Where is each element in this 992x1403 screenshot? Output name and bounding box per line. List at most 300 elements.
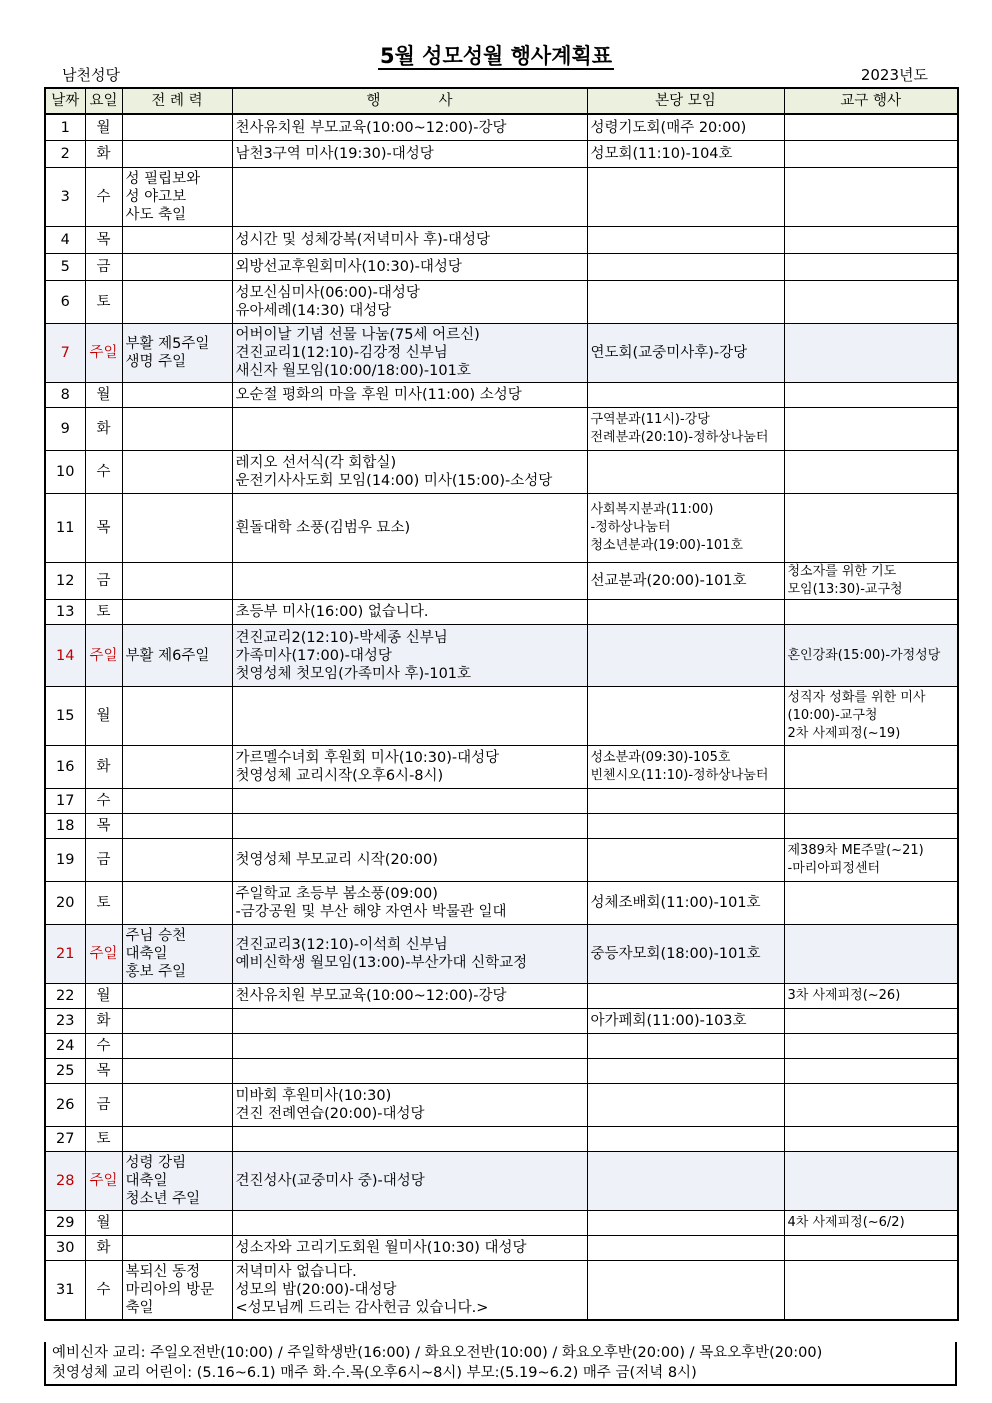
table-row xyxy=(45,408,958,451)
event-cell-text: 초등부 미사(16:00) 없습니다. xyxy=(235,604,429,620)
parish-meeting-cell-text: 선교분과(20:00)-101호 xyxy=(590,573,747,589)
parish-meeting-cell xyxy=(587,1127,784,1152)
date-cell-text: 27 xyxy=(56,1131,75,1147)
text-line: 견진 전례연습(20:00)-대성당 xyxy=(235,1106,425,1122)
date-cell-text: 22 xyxy=(56,988,75,1004)
diocese-event-cell xyxy=(784,1211,958,1236)
page-title: 5월 성모성월 행사계획표 xyxy=(379,44,613,68)
liturgy-cell xyxy=(122,281,232,324)
diocese-event-cell xyxy=(784,746,958,789)
parish-meeting-cell xyxy=(587,839,784,882)
header-row xyxy=(45,88,958,114)
parish-meeting-cell xyxy=(587,281,784,324)
diocese-event-cell-text: 4차 사제피정(~6/2) xyxy=(787,1215,905,1230)
weekday-cell xyxy=(85,1211,122,1236)
diocese-event-cell xyxy=(784,324,958,383)
date-cell-text: 13 xyxy=(56,604,75,620)
diocese-event-cell xyxy=(784,494,958,563)
table-row xyxy=(45,984,958,1009)
liturgy-cell xyxy=(122,789,232,814)
date-cell-text: 19 xyxy=(56,852,75,868)
date-cell xyxy=(45,383,85,408)
event-cell-text xyxy=(236,749,584,785)
date-cell-text: 11 xyxy=(56,520,75,536)
table-row xyxy=(45,789,958,814)
text-line: 청소년분과(19:00)-101호 xyxy=(590,538,743,553)
date-cell-text: 25 xyxy=(56,1063,75,1079)
weekday-cell xyxy=(85,324,122,383)
weekday-cell-text: 금 xyxy=(96,573,111,589)
text-line: 축일 xyxy=(125,1300,154,1316)
text-line: 2차 사제피정(~19) xyxy=(787,726,901,741)
text-line: <성모님께 드리는 감사헌금 있습니다.> xyxy=(235,1300,489,1316)
parish-meeting-cell xyxy=(587,494,784,563)
weekday-cell-text: 토 xyxy=(96,1131,111,1147)
text-line: 복되신 동정 xyxy=(125,1264,201,1280)
date-cell xyxy=(45,141,85,168)
event-cell xyxy=(232,168,587,227)
table-row xyxy=(45,746,958,789)
text-line: 성모신심미사(06:00)-대성당 xyxy=(235,285,420,301)
date-cell-text: 30 xyxy=(56,1240,75,1256)
date-cell xyxy=(45,1034,85,1059)
date-cell-text: 1 xyxy=(60,119,70,136)
event-cell-text: 성소자와 고리기도회원 월미사(10:30) 대성당 xyxy=(235,1240,527,1256)
text-line: 대축일 xyxy=(125,1173,168,1189)
catechism-notice xyxy=(44,1342,957,1386)
date-cell xyxy=(45,324,85,383)
date-cell xyxy=(45,984,85,1009)
diocese-event-cell xyxy=(784,1084,958,1127)
parish-meeting-cell xyxy=(587,168,784,227)
date-cell-text: 20 xyxy=(56,895,75,911)
liturgy-cell xyxy=(122,1152,232,1211)
parish-meeting-cell xyxy=(587,254,784,281)
diocese-event-cell xyxy=(784,1127,958,1152)
liturgy-cell xyxy=(122,1261,232,1321)
event-cell xyxy=(232,408,587,451)
catechumen-schedule: 예비신자 교리: 주일오전반(10:00) / 주일학생반(16:00) / 화요오전반(10:00) / 화요오후반(20:00) / 목요오후반(20:00) xyxy=(52,1345,823,1361)
liturgy-cell xyxy=(122,1236,232,1261)
text-line: 성소분과(09:30)-105호 xyxy=(590,750,731,765)
event-cell xyxy=(232,625,587,687)
event-cell-text: 첫영성체 부모교리 시작(20:00) xyxy=(235,852,438,868)
date-cell xyxy=(45,281,85,324)
diocese-event-cell xyxy=(784,254,958,281)
table-row xyxy=(45,1261,958,1321)
diocese-event-cell-text: 3차 사제피정(~26) xyxy=(787,988,901,1003)
table-row xyxy=(45,383,958,408)
table-row xyxy=(45,600,958,625)
diocese-event-cell xyxy=(784,383,958,408)
weekday-cell-text: 월 xyxy=(96,708,111,724)
weekday-cell-text: 토 xyxy=(96,294,111,310)
date-cell-text: 7 xyxy=(60,345,70,361)
text-line: 주일학교 초등부 봄소풍(09:00) xyxy=(235,886,438,902)
liturgy-cell xyxy=(122,383,232,408)
event-cell xyxy=(232,1211,587,1236)
parish-meeting-cell xyxy=(587,1009,784,1034)
weekday-cell-text: 주일 xyxy=(89,647,118,664)
diocese-event-cell xyxy=(784,1059,958,1084)
event-cell xyxy=(232,984,587,1009)
event-cell xyxy=(232,1034,587,1059)
date-cell xyxy=(45,600,85,625)
parish-meeting-cell xyxy=(587,1211,784,1236)
weekday-cell-text: 주일 xyxy=(89,345,118,361)
parish-meeting-cell-text xyxy=(591,501,781,555)
date-cell xyxy=(45,746,85,789)
text-line: 가족미사(17:00)-대성당 xyxy=(235,647,392,664)
parish-meeting-cell-text: 아가페회(11:00)-103호 xyxy=(590,1013,747,1029)
weekday-cell xyxy=(85,281,122,324)
diocese-event-cell xyxy=(784,168,958,227)
parish-meeting-cell-text xyxy=(591,749,781,785)
date-cell-text: 29 xyxy=(56,1215,75,1231)
text-line: (10:00)-교구청 xyxy=(787,708,878,723)
parish-meeting-cell xyxy=(587,984,784,1009)
diocese-event-cell xyxy=(784,687,958,746)
parish-meeting-cell xyxy=(587,227,784,254)
weekday-cell-text: 화 xyxy=(96,759,111,775)
event-cell-text: 천사유치원 부모교육(10:00~12:00)-강당 xyxy=(235,988,507,1004)
date-cell xyxy=(45,925,85,984)
event-cell-text xyxy=(236,454,584,490)
liturgy-cell xyxy=(122,563,232,600)
date-cell xyxy=(45,451,85,494)
diocese-event-cell xyxy=(784,625,958,687)
diocese-event-cell-text: 혼인강좌(15:00)-가정성당 xyxy=(787,647,941,663)
weekday-cell-text: 수 xyxy=(96,464,111,480)
text-line: 홍보 주일 xyxy=(125,964,187,980)
weekday-cell xyxy=(85,789,122,814)
weekday-cell xyxy=(85,1152,122,1211)
text-line: 유아세례(14:30) 대성당 xyxy=(235,303,392,319)
text-line: 제389차 ME주말(~21) xyxy=(787,843,924,858)
weekday-cell-text: 목 xyxy=(96,520,111,536)
table-row xyxy=(45,1236,958,1261)
weekday-cell-text: 월 xyxy=(96,1215,111,1231)
text-line: 저녁미사 없습니다. xyxy=(235,1264,357,1280)
event-cell xyxy=(232,925,587,984)
event-cell-text xyxy=(236,326,584,380)
weekday-cell xyxy=(85,625,122,687)
parish-meeting-cell-text: 연도회(교중미사후)-강당 xyxy=(590,345,748,361)
table-row xyxy=(45,1152,958,1211)
weekday-cell xyxy=(85,227,122,254)
date-cell-text: 6 xyxy=(60,294,70,310)
table-row xyxy=(45,839,958,882)
liturgy-cell-text xyxy=(126,170,229,224)
weekday-cell xyxy=(85,563,122,600)
weekday-cell-text: 화 xyxy=(96,421,111,437)
table-row xyxy=(45,114,958,141)
weekday-cell-text: 토 xyxy=(96,895,111,911)
parish-name: 남천성당 xyxy=(62,66,120,84)
liturgy-cell xyxy=(122,625,232,687)
parish-meeting-cell xyxy=(587,789,784,814)
table-row xyxy=(45,324,958,383)
parish-meeting-cell xyxy=(587,925,784,984)
event-cell-text xyxy=(236,1263,584,1317)
event-cell-text xyxy=(236,936,584,972)
event-cell xyxy=(232,600,587,625)
event-cell xyxy=(232,1009,587,1034)
liturgy-cell xyxy=(122,839,232,882)
event-cell-text: 천사유치원 부모교육(10:00~12:00)-강당 xyxy=(235,119,507,136)
parish-meeting-cell-text: 성체조배회(11:00)-101호 xyxy=(590,895,761,911)
liturgy-cell xyxy=(122,1127,232,1152)
event-cell xyxy=(232,1084,587,1127)
weekday-cell xyxy=(85,1127,122,1152)
event-cell xyxy=(232,494,587,563)
weekday-cell-text: 화 xyxy=(96,1013,111,1029)
table-row xyxy=(45,254,958,281)
text-line: 첫영성체 교리시작(오후6시-8시) xyxy=(235,768,444,784)
table-row xyxy=(45,1084,958,1127)
table-row xyxy=(45,563,958,600)
event-cell xyxy=(232,789,587,814)
weekday-cell-text: 금 xyxy=(96,1097,111,1113)
diocese-event-cell xyxy=(784,1152,958,1211)
event-cell xyxy=(232,814,587,839)
header-weekday: 요일 xyxy=(85,88,122,114)
text-line: 운전기사사도회 모임(14:00) 미사(15:00)-소성당 xyxy=(235,473,553,489)
liturgy-cell xyxy=(122,687,232,746)
table-row xyxy=(45,1009,958,1034)
event-cell-text: 성시간 및 성체강복(저녁미사 후)-대성당 xyxy=(235,232,490,248)
date-cell-text: 10 xyxy=(56,464,75,480)
parish-meeting-cell xyxy=(587,1084,784,1127)
diocese-event-cell xyxy=(784,600,958,625)
schedule-table xyxy=(44,87,959,1321)
parish-meeting-cell xyxy=(587,141,784,168)
date-cell-text: 26 xyxy=(56,1097,75,1113)
diocese-event-cell xyxy=(784,1261,958,1321)
weekday-cell-text: 목 xyxy=(96,232,111,248)
table-row xyxy=(45,882,958,925)
date-cell-text: 31 xyxy=(56,1282,75,1298)
event-cell xyxy=(232,1059,587,1084)
diocese-event-cell xyxy=(784,1034,958,1059)
text-line: -정하상나눔터 xyxy=(590,520,671,535)
table-row xyxy=(45,168,958,227)
table-row xyxy=(45,494,958,563)
date-cell xyxy=(45,563,85,600)
weekday-cell xyxy=(85,839,122,882)
table-row xyxy=(45,281,958,324)
event-cell-text xyxy=(236,885,584,921)
table-row xyxy=(45,227,958,254)
weekday-cell xyxy=(85,141,122,168)
liturgy-cell xyxy=(122,814,232,839)
parish-meeting-cell-text xyxy=(591,411,781,447)
text-line: 예비신학생 월모임(13:00)-부산가대 신학교정 xyxy=(235,955,528,971)
liturgy-cell xyxy=(122,1084,232,1127)
date-cell xyxy=(45,408,85,451)
liturgy-cell-text xyxy=(126,1154,229,1208)
date-cell xyxy=(45,839,85,882)
event-cell-text xyxy=(236,1087,584,1123)
parish-meeting-cell-text: 성모회(11:10)-104호 xyxy=(590,146,733,162)
weekday-cell-text: 수 xyxy=(96,189,111,205)
text-line: 미바회 후원미사(10:30) xyxy=(235,1088,392,1104)
event-cell xyxy=(232,687,587,746)
text-line: 어버이날 기념 선물 나눔(75세 어르신) xyxy=(235,327,480,343)
date-cell xyxy=(45,1236,85,1261)
liturgy-cell xyxy=(122,227,232,254)
weekday-cell-text: 수 xyxy=(96,793,111,809)
weekday-cell-text: 주일 xyxy=(89,946,118,962)
weekday-cell-text: 화 xyxy=(96,1240,111,1256)
parish-meeting-cell xyxy=(587,1236,784,1261)
diocese-event-cell xyxy=(784,1236,958,1261)
weekday-cell xyxy=(85,168,122,227)
diocese-event-cell xyxy=(784,281,958,324)
text-line: 성모의 밤(20:00)-대성당 xyxy=(235,1282,397,1298)
liturgy-cell xyxy=(122,1211,232,1236)
text-line: 구역분과(11시)-강당 xyxy=(590,412,710,427)
parish-meeting-cell xyxy=(587,625,784,687)
diocese-event-cell xyxy=(784,984,958,1009)
header-liturgy: 전 례 력 xyxy=(122,88,232,114)
event-cell-text: 외방선교후원회미사(10:30)-대성당 xyxy=(235,259,462,275)
weekday-cell xyxy=(85,814,122,839)
weekday-cell xyxy=(85,494,122,563)
liturgy-cell xyxy=(122,451,232,494)
header-events: 행 사 xyxy=(232,88,587,114)
date-cell xyxy=(45,114,85,141)
liturgy-cell xyxy=(122,408,232,451)
text-line: 전례분과(20:10)-정하상나눔터 xyxy=(590,430,769,445)
text-line: 레지오 선서식(각 회합실) xyxy=(235,455,397,471)
weekday-cell-text: 목 xyxy=(96,1063,111,1079)
date-cell xyxy=(45,494,85,563)
diocese-event-cell xyxy=(784,227,958,254)
text-line: 마리아의 방문 xyxy=(125,1282,215,1298)
table-row xyxy=(45,1034,958,1059)
date-cell-text: 12 xyxy=(56,573,75,589)
event-cell xyxy=(232,227,587,254)
event-cell xyxy=(232,1127,587,1152)
date-cell-text: 24 xyxy=(56,1038,75,1054)
text-line: 부활 제5주일 xyxy=(125,336,210,352)
parish-meeting-cell xyxy=(587,1059,784,1084)
text-line: 성 야고보 xyxy=(125,189,187,205)
weekday-cell-text: 수 xyxy=(96,1038,111,1054)
weekday-cell-text: 화 xyxy=(96,146,111,162)
date-cell xyxy=(45,789,85,814)
parish-meeting-cell xyxy=(587,408,784,451)
parish-meeting-cell xyxy=(587,1034,784,1059)
text-line: 주님 승천 xyxy=(125,928,187,944)
event-cell xyxy=(232,563,587,600)
date-cell-text: 21 xyxy=(56,946,75,962)
text-line: 성 필립보와 xyxy=(125,171,201,187)
table-row xyxy=(45,687,958,746)
weekday-cell xyxy=(85,882,122,925)
liturgy-cell-text xyxy=(126,1263,229,1317)
event-cell xyxy=(232,882,587,925)
text-line: 모임(13:30)-교구청 xyxy=(787,582,903,597)
date-cell-text: 3 xyxy=(60,189,70,205)
parish-meeting-cell xyxy=(587,814,784,839)
date-cell xyxy=(45,168,85,227)
weekday-cell-text: 주일 xyxy=(89,1173,118,1189)
date-cell xyxy=(45,882,85,925)
weekday-cell xyxy=(85,451,122,494)
date-cell xyxy=(45,1009,85,1034)
weekday-cell-text: 금 xyxy=(96,259,111,275)
event-cell-text xyxy=(236,629,584,683)
text-line: 성령 강림 xyxy=(125,1155,187,1171)
diocese-event-cell xyxy=(784,451,958,494)
text-line: 새신자 월모임(10:00/18:00)-101호 xyxy=(235,363,471,379)
weekday-cell-text: 월 xyxy=(96,387,111,403)
weekday-cell xyxy=(85,383,122,408)
event-cell xyxy=(232,254,587,281)
parish-meeting-cell xyxy=(587,383,784,408)
event-cell xyxy=(232,383,587,408)
weekday-cell-text: 수 xyxy=(96,1282,111,1298)
event-cell xyxy=(232,324,587,383)
diocese-event-cell xyxy=(784,882,958,925)
event-cell-text xyxy=(236,284,584,320)
date-cell-text: 9 xyxy=(60,421,70,437)
liturgy-cell xyxy=(122,324,232,383)
weekday-cell-text: 월 xyxy=(96,119,111,136)
weekday-cell xyxy=(85,1084,122,1127)
diocese-event-cell xyxy=(784,814,958,839)
date-cell xyxy=(45,1084,85,1127)
liturgy-cell-text xyxy=(126,335,229,371)
parish-meeting-cell xyxy=(587,324,784,383)
header-date: 날짜 xyxy=(45,88,85,114)
parish-meeting-cell xyxy=(587,563,784,600)
text-line: 견진교리2(12:10)-박세종 신부님 xyxy=(235,629,448,646)
event-cell xyxy=(232,1236,587,1261)
liturgy-cell xyxy=(122,925,232,984)
diocese-event-cell xyxy=(784,925,958,984)
event-cell xyxy=(232,1261,587,1321)
date-cell xyxy=(45,1152,85,1211)
weekday-cell xyxy=(85,254,122,281)
text-line: 견진교리1(12:10)-김강정 신부님 xyxy=(235,345,448,361)
parish-meeting-cell xyxy=(587,114,784,141)
event-cell xyxy=(232,746,587,789)
diocese-event-cell xyxy=(784,789,958,814)
liturgy-cell xyxy=(122,600,232,625)
liturgy-cell xyxy=(122,984,232,1009)
header-parish-meeting: 본당 모임 xyxy=(587,88,784,114)
table-row xyxy=(45,1211,958,1236)
weekday-cell xyxy=(85,925,122,984)
weekday-cell xyxy=(85,1236,122,1261)
liturgy-cell xyxy=(122,494,232,563)
event-cell-text: 견진성사(교중미사 중)-대성당 xyxy=(235,1173,425,1189)
diocese-event-cell xyxy=(784,114,958,141)
parish-meeting-cell xyxy=(587,1261,784,1321)
liturgy-cell xyxy=(122,882,232,925)
diocese-event-cell xyxy=(784,563,958,600)
diocese-event-cell-text xyxy=(788,689,955,743)
table-row xyxy=(45,141,958,168)
diocese-event-cell xyxy=(784,408,958,451)
diocese-event-cell xyxy=(784,141,958,168)
event-cell-text: 흰돌대학 소풍(김범우 묘소) xyxy=(235,520,411,536)
table-row xyxy=(45,1059,958,1084)
text-line: 생명 주일 xyxy=(125,354,187,370)
